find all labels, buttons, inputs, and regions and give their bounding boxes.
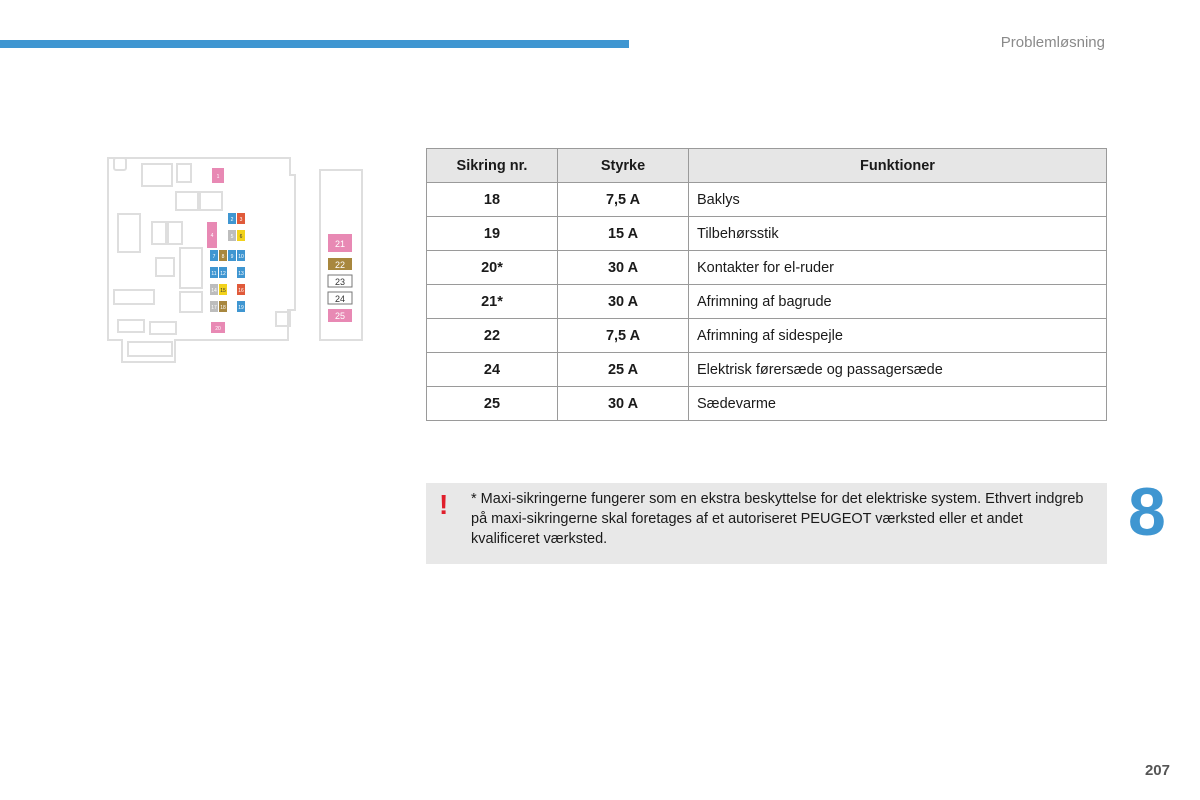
fuse-number: 22	[427, 319, 558, 353]
svg-text:1: 1	[216, 174, 220, 180]
table-header-row	[427, 149, 1107, 183]
fuse-function: Elektrisk førersæde og passagersæde	[689, 353, 1107, 387]
svg-text:20: 20	[215, 326, 221, 332]
svg-text:14: 14	[211, 288, 217, 294]
fuse-number: 21*	[427, 285, 558, 319]
fuse-rating: 15 A	[558, 217, 689, 251]
svg-text:21: 21	[334, 239, 346, 249]
svg-text:10: 10	[238, 254, 244, 260]
fuse-number: 24	[427, 353, 558, 387]
fuse-box-diagram	[100, 150, 370, 370]
svg-text:9: 9	[230, 254, 234, 260]
header-rating: Styrke	[558, 149, 689, 183]
fuse-function: Afrimning af sidespejle	[689, 319, 1107, 353]
table-row	[427, 251, 1107, 285]
section-title: Problemløsning	[1000, 34, 1105, 51]
header-functions: Funktioner	[689, 149, 1107, 183]
svg-text:23: 23	[334, 277, 346, 287]
fuse-rating: 7,5 A	[558, 319, 689, 353]
fuse-number: 19	[427, 217, 558, 251]
table-row	[427, 387, 1107, 421]
table-row	[427, 353, 1107, 387]
fuse-function: Afrimning af bagrude	[689, 285, 1107, 319]
header-fuse-number: Sikring nr.	[427, 149, 558, 183]
svg-text:15: 15	[220, 288, 226, 294]
svg-text:22: 22	[334, 260, 346, 270]
warning-text: * Maxi-sikringerne fungerer som en ekstra beskyttelse for det elektriske system. Ethvert indgreb på maxi-sikringerne skal foretages af et autoriseret PEUGEOT værksted eller et andet kvalificeret værksted.	[471, 491, 1084, 547]
fuse-rating: 30 A	[558, 251, 689, 285]
chapter-number: 8	[1128, 474, 1166, 550]
fuse-function: Tilbehørsstik	[689, 217, 1107, 251]
svg-text:18: 18	[220, 305, 226, 311]
svg-text:3: 3	[239, 217, 243, 223]
fuse-number: 20*	[427, 251, 558, 285]
fuse-rating: 30 A	[558, 387, 689, 421]
fuse-rating: 25 A	[558, 353, 689, 387]
table-row	[427, 319, 1107, 353]
fuse-table	[426, 148, 1107, 421]
svg-text:4: 4	[210, 233, 214, 239]
svg-text:2: 2	[230, 217, 234, 223]
svg-text:6: 6	[239, 234, 243, 240]
fuse-function: Kontakter for el-ruder	[689, 251, 1107, 285]
svg-text:25: 25	[334, 311, 346, 321]
fuse-rating: 30 A	[558, 285, 689, 319]
svg-text:5: 5	[230, 234, 234, 240]
svg-text:17: 17	[211, 305, 217, 311]
fuse-rating: 7,5 A	[558, 183, 689, 217]
page-number: 207	[1144, 762, 1170, 779]
table-row	[427, 183, 1107, 217]
svg-text:16: 16	[238, 288, 244, 294]
fuse-function: Sædevarme	[689, 387, 1107, 421]
table-row	[427, 217, 1107, 251]
fuse-number: 25	[427, 387, 558, 421]
fuse-function: Baklys	[689, 183, 1107, 217]
svg-text:19: 19	[238, 305, 244, 311]
svg-text:24: 24	[334, 294, 346, 304]
svg-text:8: 8	[221, 254, 225, 260]
svg-text:7: 7	[212, 254, 216, 260]
svg-text:11: 11	[211, 271, 217, 277]
svg-text:13: 13	[238, 271, 244, 277]
table-row	[427, 285, 1107, 319]
fuse-box-svg	[100, 150, 370, 370]
svg-text:12: 12	[220, 271, 226, 277]
header-accent-bar	[0, 40, 629, 48]
exclamation-icon: !	[439, 489, 449, 520]
fuse-number: 18	[427, 183, 558, 217]
warning-note	[426, 483, 1107, 564]
